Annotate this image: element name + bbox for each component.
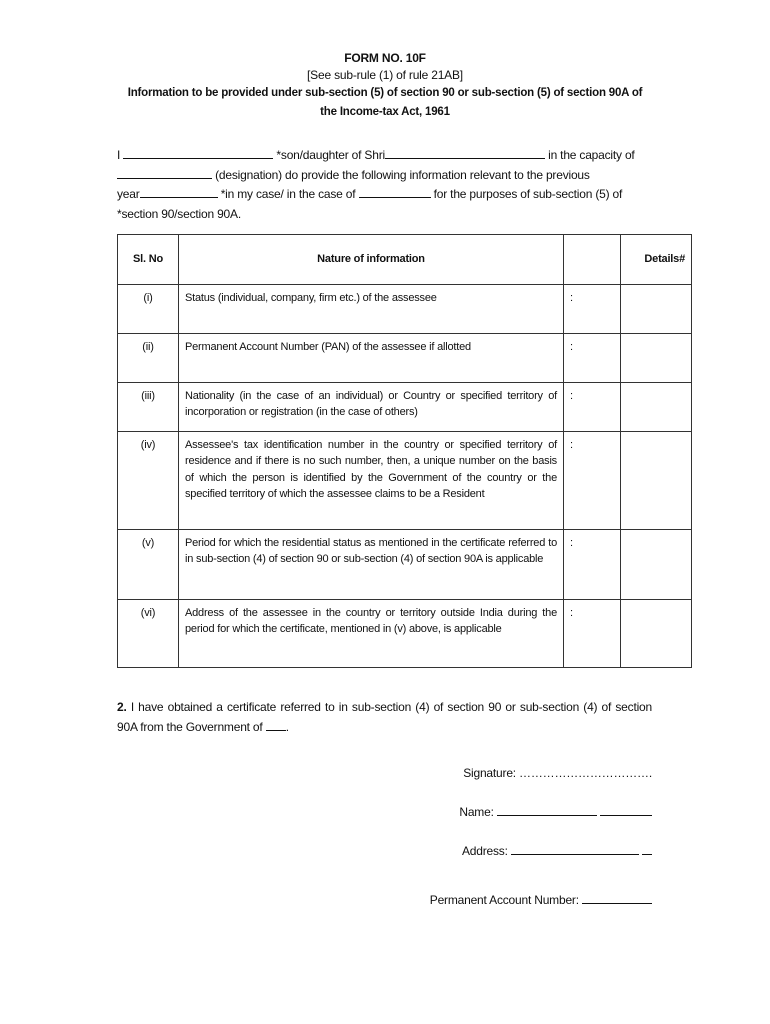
row-details	[621, 432, 692, 530]
row-details	[621, 600, 692, 668]
name-blank	[123, 146, 273, 159]
row-nature: Permanent Account Number (PAN) of the assessee if allotted	[179, 334, 564, 383]
pan-line	[292, 891, 652, 908]
paragraph-2	[117, 698, 652, 737]
paragraph-2-text: I have obtained a certificate referred to in sub-section (4) of section 90 or sub-section (4) of section 90A from the Government of	[117, 700, 652, 734]
decl-text-3: in the capacity of	[548, 148, 635, 162]
row-separator: :	[564, 530, 621, 600]
decl-text-1: I	[117, 148, 121, 162]
signature-label: Signature: …………………………….	[463, 766, 652, 780]
decl-text-4: (designation) do provide the following information relevant to the previous	[215, 167, 590, 182]
table-row	[118, 285, 692, 334]
col-header-details: Details#	[621, 235, 692, 285]
signature-line	[292, 765, 652, 781]
designation-blank	[117, 166, 212, 179]
address-line	[292, 842, 652, 859]
form-number: FORM NO. 10F	[344, 51, 426, 65]
rule-reference: [See sub-rule (1) of rule 21AB]	[307, 68, 463, 82]
row-separator: :	[564, 600, 621, 668]
row-sl-no: (i)	[118, 285, 179, 334]
col-header-separator	[564, 235, 621, 285]
row-sl-no: (vi)	[118, 600, 179, 668]
decl-text-8: *section 90/section 90A.	[117, 206, 241, 221]
row-sl-no: (iii)	[118, 383, 179, 432]
row-nature: Period for which the residential status as mentioned in the certificate referred to in sub-section (4) of section 90 or sub-section (4) of section 90A is applicable	[179, 530, 564, 600]
pan-blank	[582, 891, 652, 904]
form-title-line2: the Income-tax Act, 1961	[320, 106, 450, 118]
pan-label: Permanent Account Number:	[429, 893, 579, 907]
row-nature: Status (individual, company, firm etc.) of the assessee	[179, 285, 564, 334]
information-table	[117, 234, 692, 668]
row-details	[621, 285, 692, 334]
declaration-paragraph	[117, 146, 652, 224]
row-separator: :	[564, 285, 621, 334]
year-blank	[140, 185, 218, 198]
name-label: Name:	[459, 805, 494, 819]
decl-text-2: *son/daughter of Shri	[276, 148, 385, 162]
father-name-blank	[385, 146, 545, 159]
table-row	[118, 600, 692, 668]
table-row	[118, 334, 692, 383]
country-blank	[266, 718, 286, 731]
table-row	[118, 383, 692, 432]
row-sl-no: (ii)	[118, 334, 179, 383]
address-blank-1	[511, 842, 639, 855]
col-header-sl-no: Sl. No	[118, 235, 179, 285]
table-row	[118, 530, 692, 600]
signature-block	[292, 765, 652, 908]
row-separator: :	[564, 432, 621, 530]
name-blank-1	[497, 803, 597, 816]
decl-text-5: year	[117, 187, 140, 202]
row-sl-no: (v)	[118, 530, 179, 600]
row-nature: Nationality (in the case of an individual) or Country or specified territory of incorporation or registration (in the case of others)	[179, 383, 564, 432]
row-sl-no: (iv)	[118, 432, 179, 530]
col-header-nature: Nature of information	[179, 235, 564, 285]
row-details	[621, 334, 692, 383]
decl-text-7: for the purposes of sub-section (5) of	[433, 187, 623, 202]
row-separator: :	[564, 334, 621, 383]
form-title-line1: Information to be provided under sub-section (5) of section 90 or sub-section (5) of section 90A of	[127, 87, 643, 99]
row-nature: Address of the assessee in the country or territory outside India during the period for which the certificate, mentioned in (v) above, is applicable	[179, 600, 564, 668]
decl-text-6: *in my case/ in the case of	[220, 187, 356, 202]
row-nature: Assessee's tax identification number in the country or specified territory of residence and if there is no such number, then, a unique number on the basis of which the person is identified by the Government of the country or the specified territory of which the assessee claims to be a Resident	[179, 432, 564, 530]
name-blank-2	[600, 803, 652, 816]
table-row	[118, 432, 692, 530]
name-line	[292, 803, 652, 820]
row-details	[621, 530, 692, 600]
paragraph-2-end: .	[285, 719, 289, 734]
table-header-row	[118, 235, 692, 285]
address-blank-2	[642, 842, 652, 855]
row-separator: :	[564, 383, 621, 432]
form-header	[0, 50, 770, 122]
paragraph-number: 2.	[117, 700, 127, 714]
row-details	[621, 383, 692, 432]
case-blank	[359, 185, 431, 198]
address-label: Address:	[461, 844, 508, 858]
